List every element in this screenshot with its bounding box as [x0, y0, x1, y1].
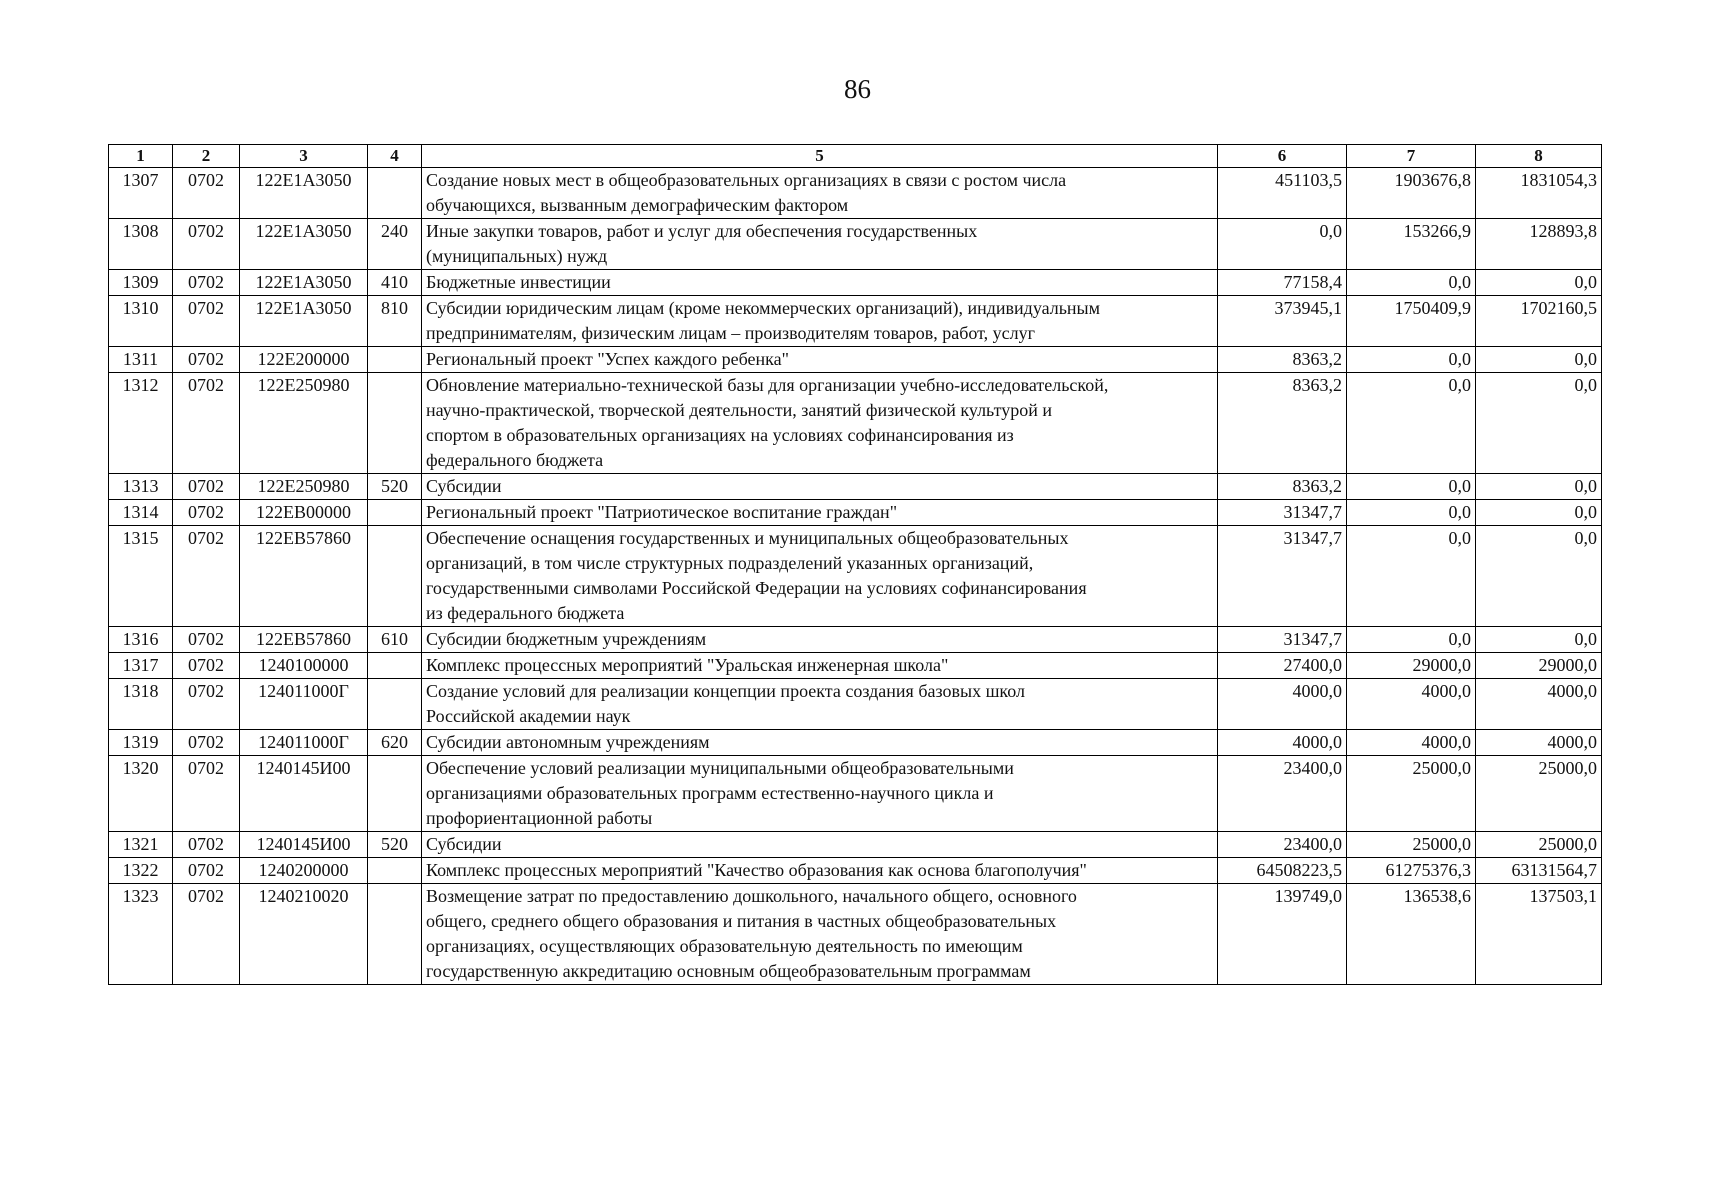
description-cell: [422, 373, 1218, 474]
target-article-cell: 1240210020: [240, 884, 368, 985]
amount-col6-cell: 23400,0: [1218, 832, 1347, 858]
target-article-cell: 122E250980: [240, 474, 368, 500]
page-number: 86: [844, 74, 871, 104]
amount-col8-cell: 63131564,7: [1476, 858, 1602, 884]
description-cell: [422, 756, 1218, 832]
amount-col8-cell: 4000,0: [1476, 730, 1602, 756]
column-header: 8: [1476, 145, 1602, 168]
expense-type-cell: [368, 168, 422, 219]
description-line: спортом в образовательных организациях на условиях софинансирования из: [426, 425, 1014, 445]
header-row: [109, 145, 1602, 168]
description-line: Создание новых мест в общеобразовательных организациях в связи с ростом числа: [426, 170, 1067, 190]
amount-col7-cell: 0,0: [1347, 474, 1476, 500]
description-line: федерального бюджета: [426, 450, 604, 470]
amount-col8-cell: 0,0: [1476, 627, 1602, 653]
target-article-cell: 122E1A3050: [240, 168, 368, 219]
expense-type-cell: 620: [368, 730, 422, 756]
column-header: 2: [173, 145, 240, 168]
row-number-cell: 1307: [109, 168, 173, 219]
expense-type-cell: 240: [368, 219, 422, 270]
description-line: предпринимателям, физическим лицам – производителям товаров, работ, услуг: [426, 323, 1035, 343]
amount-col6-cell: 27400,0: [1218, 653, 1347, 679]
row-number-cell: 1317: [109, 653, 173, 679]
amount-col6-cell: 31347,7: [1218, 627, 1347, 653]
amount-col7-cell: 0,0: [1347, 270, 1476, 296]
amount-col6-cell: 31347,7: [1218, 526, 1347, 627]
amount-col6-cell: 451103,5: [1218, 168, 1347, 219]
table-row: [109, 730, 1602, 756]
target-article-cell: 122E250980: [240, 373, 368, 474]
target-article-cell: 122EB57860: [240, 526, 368, 627]
description-cell: [422, 219, 1218, 270]
table-body: [109, 168, 1602, 985]
section-code-cell: 0702: [173, 730, 240, 756]
table-row: [109, 884, 1602, 985]
description-cell: [422, 679, 1218, 730]
description-cell: [422, 526, 1218, 627]
row-number-cell: 1309: [109, 270, 173, 296]
row-number-cell: 1315: [109, 526, 173, 627]
target-article-cell: 124011000Г: [240, 730, 368, 756]
row-number-cell: 1322: [109, 858, 173, 884]
expense-type-cell: [368, 347, 422, 373]
section-code-cell: 0702: [173, 500, 240, 526]
expense-type-cell: 810: [368, 296, 422, 347]
amount-col8-cell: 25000,0: [1476, 832, 1602, 858]
amount-col8-cell: 4000,0: [1476, 679, 1602, 730]
amount-col6-cell: 64508223,5: [1218, 858, 1347, 884]
column-header: 6: [1218, 145, 1347, 168]
amount-col6-cell: 77158,4: [1218, 270, 1347, 296]
section-code-cell: 0702: [173, 679, 240, 730]
description-line: организациях, осуществляющих образовательную деятельность по имеющим: [426, 936, 1023, 956]
row-number-cell: 1313: [109, 474, 173, 500]
table-row: [109, 653, 1602, 679]
description-line: Субсидии: [426, 834, 502, 854]
expense-type-cell: 520: [368, 474, 422, 500]
section-code-cell: 0702: [173, 219, 240, 270]
amount-col8-cell: 128893,8: [1476, 219, 1602, 270]
section-code-cell: 0702: [173, 653, 240, 679]
amount-col8-cell: 25000,0: [1476, 756, 1602, 832]
amount-col7-cell: 4000,0: [1347, 679, 1476, 730]
table-row: [109, 500, 1602, 526]
amount-col8-cell: 0,0: [1476, 474, 1602, 500]
expense-type-cell: [368, 679, 422, 730]
table-row: [109, 858, 1602, 884]
section-code-cell: 0702: [173, 168, 240, 219]
section-code-cell: 0702: [173, 373, 240, 474]
description-cell: [422, 474, 1218, 500]
section-code-cell: 0702: [173, 756, 240, 832]
description-line: Обеспечение условий реализации муниципальными общеобразовательными: [426, 758, 1014, 778]
row-number-cell: 1312: [109, 373, 173, 474]
description-line: профориентационной работы: [426, 808, 653, 828]
description-cell: [422, 730, 1218, 756]
table-row: [109, 168, 1602, 219]
target-article-cell: 122E200000: [240, 347, 368, 373]
amount-col7-cell: 153266,9: [1347, 219, 1476, 270]
description-line: Создание условий для реализации концепции проекта создания базовых школ: [426, 681, 1026, 701]
amount-col7-cell: 0,0: [1347, 500, 1476, 526]
description-line: государственными символами Российской Федерации на условиях софинансирования: [426, 578, 1087, 598]
table-row: [109, 756, 1602, 832]
table-row: [109, 526, 1602, 627]
target-article-cell: 1240100000: [240, 653, 368, 679]
amount-col8-cell: 0,0: [1476, 500, 1602, 526]
section-code-cell: 0702: [173, 832, 240, 858]
column-header: 3: [240, 145, 368, 168]
amount-col6-cell: 373945,1: [1218, 296, 1347, 347]
expense-type-cell: [368, 884, 422, 985]
description-line: Региональный проект "Успех каждого ребенка": [426, 349, 789, 369]
table-row: [109, 679, 1602, 730]
target-article-cell: 124011000Г: [240, 679, 368, 730]
expense-type-cell: 520: [368, 832, 422, 858]
row-number-cell: 1320: [109, 756, 173, 832]
description-line: Бюджетные инвестиции: [426, 272, 611, 292]
target-article-cell: 1240145И00: [240, 756, 368, 832]
budget-table: [108, 144, 1602, 985]
row-number-cell: 1314: [109, 500, 173, 526]
description-line: Субсидии автономным учреждениям: [426, 732, 710, 752]
expense-type-cell: [368, 500, 422, 526]
expense-type-cell: [368, 756, 422, 832]
section-code-cell: 0702: [173, 526, 240, 627]
description-line: Субсидии юридическим лицам (кроме некоммерческих организаций), индивидуальным: [426, 298, 1101, 318]
row-number-cell: 1316: [109, 627, 173, 653]
description-cell: [422, 347, 1218, 373]
section-code-cell: 0702: [173, 347, 240, 373]
amount-col7-cell: 29000,0: [1347, 653, 1476, 679]
target-article-cell: 1240200000: [240, 858, 368, 884]
amount-col8-cell: 1702160,5: [1476, 296, 1602, 347]
description-line: Субсидии: [426, 476, 502, 496]
target-article-cell: 122EB00000: [240, 500, 368, 526]
row-number-cell: 1308: [109, 219, 173, 270]
amount-col7-cell: 0,0: [1347, 627, 1476, 653]
target-article-cell: 122E1A3050: [240, 270, 368, 296]
amount-col7-cell: 25000,0: [1347, 832, 1476, 858]
description-line: (муниципальных) нужд: [426, 246, 608, 266]
amount-col8-cell: 0,0: [1476, 270, 1602, 296]
amount-col6-cell: 23400,0: [1218, 756, 1347, 832]
amount-col6-cell: 4000,0: [1218, 679, 1347, 730]
table-row: [109, 474, 1602, 500]
description-line: Комплекс процессных мероприятий "Качество образования как основа благополучия": [426, 860, 1087, 880]
table-row: [109, 373, 1602, 474]
description-line: организациями образовательных программ естественно-научного цикла и: [426, 783, 994, 803]
amount-col7-cell: 1750409,9: [1347, 296, 1476, 347]
amount-col8-cell: 0,0: [1476, 526, 1602, 627]
amount-col6-cell: 139749,0: [1218, 884, 1347, 985]
amount-col6-cell: 8363,2: [1218, 474, 1347, 500]
amount-col8-cell: 0,0: [1476, 347, 1602, 373]
amount-col6-cell: 8363,2: [1218, 347, 1347, 373]
amount-col7-cell: 4000,0: [1347, 730, 1476, 756]
target-article-cell: 122E1A3050: [240, 219, 368, 270]
description-cell: [422, 296, 1218, 347]
amount-col7-cell: 0,0: [1347, 373, 1476, 474]
amount-col8-cell: 29000,0: [1476, 653, 1602, 679]
amount-col7-cell: 61275376,3: [1347, 858, 1476, 884]
section-code-cell: 0702: [173, 474, 240, 500]
section-code-cell: 0702: [173, 858, 240, 884]
description-line: общего, среднего общего образования и питания в частных общеобразовательных: [426, 911, 1057, 931]
row-number-cell: 1323: [109, 884, 173, 985]
section-code-cell: 0702: [173, 296, 240, 347]
table-row: [109, 296, 1602, 347]
table-row: [109, 627, 1602, 653]
target-article-cell: 1240145И00: [240, 832, 368, 858]
amount-col6-cell: 0,0: [1218, 219, 1347, 270]
amount-col7-cell: 1903676,8: [1347, 168, 1476, 219]
row-number-cell: 1311: [109, 347, 173, 373]
expense-type-cell: 610: [368, 627, 422, 653]
amount-col6-cell: 31347,7: [1218, 500, 1347, 526]
amount-col7-cell: 0,0: [1347, 347, 1476, 373]
section-code-cell: 0702: [173, 627, 240, 653]
amount-col8-cell: 1831054,3: [1476, 168, 1602, 219]
description-line: Субсидии бюджетным учреждениям: [426, 629, 707, 649]
amount-col8-cell: 137503,1: [1476, 884, 1602, 985]
description-line: из федерального бюджета: [426, 603, 625, 623]
row-number-cell: 1321: [109, 832, 173, 858]
description-line: Комплекс процессных мероприятий "Уральская инженерная школа": [426, 655, 949, 675]
description-cell: [422, 884, 1218, 985]
description-line: Возмещение затрат по предоставлению дошкольного, начального общего, основного: [426, 886, 1077, 906]
description-cell: [422, 653, 1218, 679]
amount-col7-cell: 0,0: [1347, 526, 1476, 627]
description-cell: [422, 168, 1218, 219]
description-cell: [422, 858, 1218, 884]
expense-type-cell: [368, 373, 422, 474]
row-number-cell: 1318: [109, 679, 173, 730]
amount-col6-cell: 4000,0: [1218, 730, 1347, 756]
description-cell: [422, 500, 1218, 526]
description-line: Обновление материально-технической базы для организации учебно-исследовательской,: [426, 375, 1109, 395]
description-line: обучающихся, вызванным демографическим фактором: [426, 195, 849, 215]
description-line: организаций, в том числе структурных подразделений указанных организаций,: [426, 553, 1034, 573]
amount-col7-cell: 25000,0: [1347, 756, 1476, 832]
amount-col6-cell: 8363,2: [1218, 373, 1347, 474]
table-row: [109, 270, 1602, 296]
description-cell: [422, 832, 1218, 858]
row-number-cell: 1319: [109, 730, 173, 756]
expense-type-cell: [368, 653, 422, 679]
amount-col7-cell: 136538,6: [1347, 884, 1476, 985]
section-code-cell: 0702: [173, 884, 240, 985]
description-line: Иные закупки товаров, работ и услуг для обеспечения государственных: [426, 221, 978, 241]
table-row: [109, 832, 1602, 858]
expense-type-cell: [368, 858, 422, 884]
column-header: 1: [109, 145, 173, 168]
description-line: Российской академии наук: [426, 706, 631, 726]
column-header: 5: [422, 145, 1218, 168]
expense-type-cell: [368, 526, 422, 627]
description-line: научно-практической, творческой деятельности, занятий физической культурой и: [426, 400, 1052, 420]
description-cell: [422, 627, 1218, 653]
table-row: [109, 219, 1602, 270]
description-line: государственную аккредитацию основным общеобразовательным программам: [426, 961, 1031, 981]
target-article-cell: 122EB57860: [240, 627, 368, 653]
description-line: Региональный проект "Патриотическое воспитание граждан": [426, 502, 898, 522]
section-code-cell: 0702: [173, 270, 240, 296]
amount-col8-cell: 0,0: [1476, 373, 1602, 474]
column-header: 4: [368, 145, 422, 168]
row-number-cell: 1310: [109, 296, 173, 347]
column-header: 7: [1347, 145, 1476, 168]
description-line: Обеспечение оснащения государственных и муниципальных общеобразовательных: [426, 528, 1069, 548]
description-cell: [422, 270, 1218, 296]
target-article-cell: 122E1A3050: [240, 296, 368, 347]
expense-type-cell: 410: [368, 270, 422, 296]
table-row: [109, 347, 1602, 373]
